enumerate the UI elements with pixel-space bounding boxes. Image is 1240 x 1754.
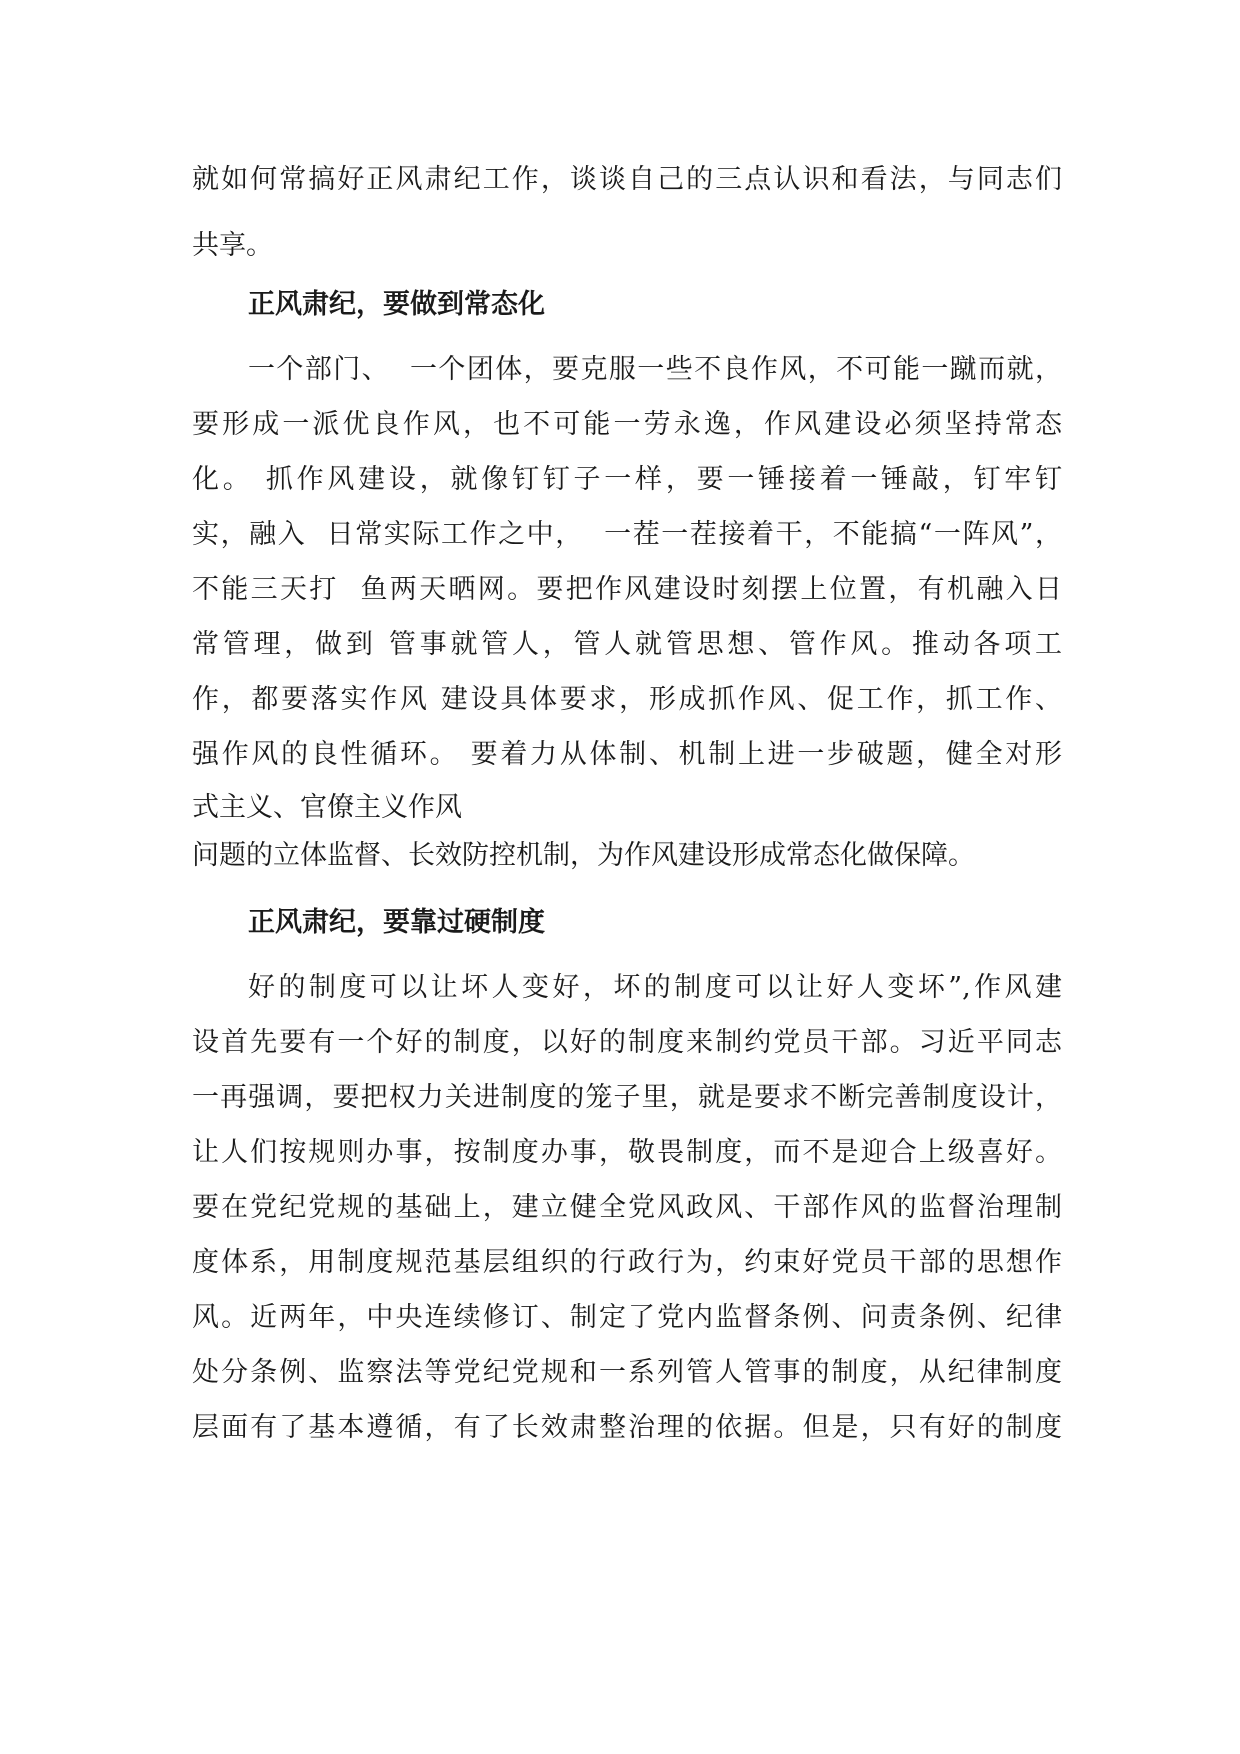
body-text-line: 处分条例、监察法等党纪党规和一系列管人管事的制度，从纪律制度 [192, 1357, 1062, 1388]
body-text-line: 作，都要落实作风 建设具体要求，形成抓作风、促工作，抓工作、 [192, 684, 1062, 715]
body-text-line: 度体系，用制度规范基层组织的行政行为，约束好党员干部的思想作 [192, 1247, 1062, 1278]
body-text-line: 不能三天打 鱼两天晒网。要把作风建设时刻摆上位置，有机融入日 [192, 574, 1062, 605]
body-text-line: 实，融入 日常实际工作之中， 一茬一茬接着干，不能搞“一阵风”， [192, 519, 1062, 550]
body-text-line: 好的制度可以让坏人变好，坏的制度可以让好人变坏”,作风建 [248, 972, 1062, 1003]
body-text-line: 一再强调，要把权力关进制度的笼子里，就是要求不断完善制度设计， [192, 1082, 1062, 1113]
body-text-line: 风。近两年，中央连续修订、制定了党内监督条例、问责条例、纪律 [192, 1302, 1062, 1333]
body-text-line: 让人们按规则办事，按制度办事，敬畏制度，而不是迎合上级喜好。 [192, 1137, 1062, 1168]
body-text-line: 要在党纪党规的基础上，建立健全党风政风、干部作风的监督治理制 [192, 1192, 1062, 1223]
body-text-line: 式主义、官僚主义作风 [192, 792, 462, 823]
body-text-line: 一个部门、 一个团体，要克服一些不良作风，不可能一蹴而就， [248, 354, 1062, 385]
body-text-line: 要形成一派优良作风，也不可能一劳永逸，作风建设必须坚持常态 [192, 409, 1062, 440]
body-text-line: 就如何常搞好正风肃纪工作，谈谈自己的三点认识和看法，与同志们 [192, 164, 1062, 195]
body-text-line: 强作风的良性循环。 要着力从体制、机制上进一步破题，健全对形 [192, 739, 1062, 770]
body-text-line: 化。 抓作风建设，就像钉钉子一样，要一锤接着一锤敲，钉牢钉 [192, 464, 1062, 495]
body-text-line: 层面有了基本遵循，有了长效肃整治理的依据。但是，只有好的制度 [192, 1412, 1062, 1443]
section-heading: 正风肃纪，要做到常态化 [248, 289, 545, 320]
body-text-line: 设首先要有一个好的制度，以好的制度来制约党员干部。习近平同志 [192, 1027, 1062, 1058]
body-text-line: 共享。 [192, 230, 273, 261]
section-heading: 正风肃纪，要靠过硬制度 [248, 907, 545, 938]
body-text-line: 问题的立体监督、长效防控机制，为作风建设形成常态化做保障。 [192, 840, 975, 871]
body-text-line: 常管理，做到 管事就管人，管人就管思想、管作风。推动各项工 [192, 629, 1062, 660]
